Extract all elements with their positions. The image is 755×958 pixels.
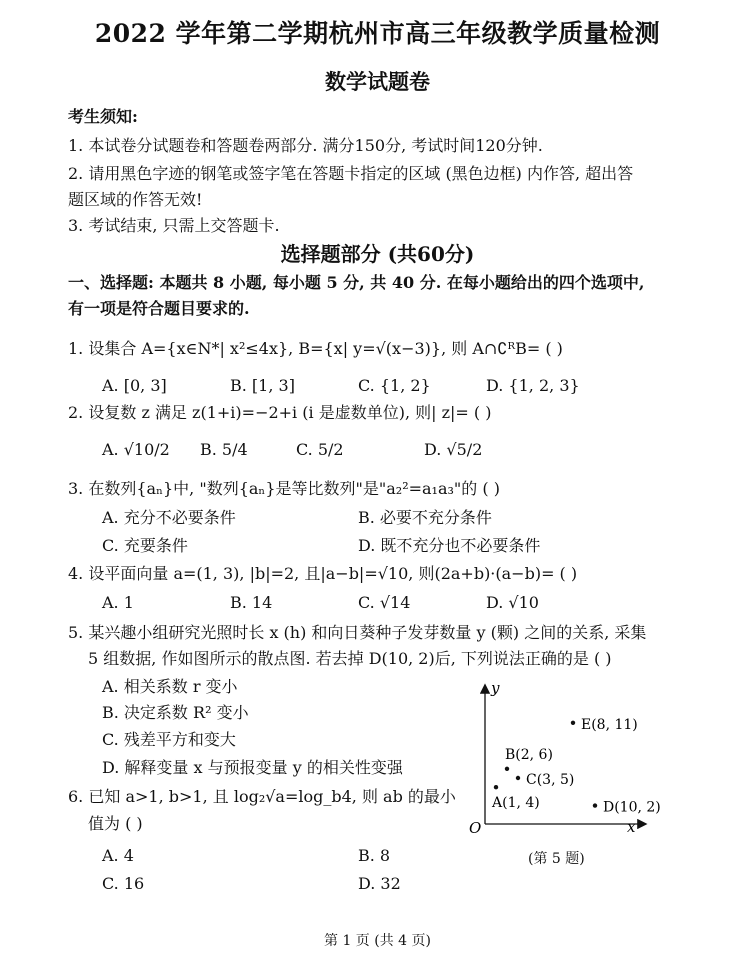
- question-5-line-2: 5 组数据, 作如图所示的散点图. 若去掉 D(10, 2)后, 下列说法正确的是 ( ): [88, 649, 612, 668]
- scatter-point-label: A(1, 4): [492, 795, 540, 812]
- scatter-point: [505, 767, 509, 771]
- notice-item-2: 2. 请用黑色字迹的钢笔或签字笔在答题卡指定的区域 (黑色边框) 内作答, 超出答: [68, 164, 634, 183]
- q5-option-d: D. 解释变量 x 与预报变量 y 的相关性变强: [102, 758, 403, 777]
- question-2: 2. 设复数 z 满足 z(1+i)=−2+i (i 是虚数单位), 则| z|= ( ): [68, 403, 492, 422]
- section-intro-2: 有一项是符合题目要求的.: [68, 299, 250, 318]
- q6-option-d: D. 32: [358, 874, 401, 893]
- q2-option-c: C. 5/2: [296, 440, 344, 459]
- scatter-point: [571, 721, 575, 725]
- section-intro-1: 一、选择题: 本题共 8 小题, 每小题 5 分, 共 40 分. 在每小题给出的四个选项中,: [68, 273, 645, 292]
- q2-option-d: D. √5/2: [424, 440, 483, 459]
- origin-label: O: [469, 819, 482, 837]
- q6-option-a: A. 4: [102, 846, 134, 865]
- q5-option-b: B. 决定系数 R² 变小: [102, 703, 249, 722]
- q4-option-b: B. 14: [230, 593, 273, 612]
- question-3: 3. 在数列{aₙ}中, "数列{aₙ}是等比数列"是"a₂²=a₁a₃"的 ( ): [68, 479, 500, 498]
- notice-item-2-cont: 题区域的作答无效!: [68, 190, 203, 209]
- q5-option-c: C. 残差平方和变大: [102, 730, 236, 749]
- q4-option-d: D. √10: [486, 593, 539, 612]
- q3-option-a: A. 充分不必要条件: [102, 508, 236, 527]
- notice-item-3: 3. 考试结束, 只需上交答题卡.: [68, 216, 280, 235]
- q3-option-b: B. 必要不充分条件: [358, 508, 492, 527]
- scatter-point: [494, 785, 498, 789]
- q1-option-d: D. {1, 2, 3}: [486, 376, 580, 395]
- question-1: 1. 设集合 A={x∈N*| x²≤4x}, B={x| y=√(x−3)}, 则 A∩∁ᴿB= ( ): [68, 339, 563, 358]
- q1-option-b: B. [1, 3]: [230, 376, 295, 395]
- scatter-points: [491, 717, 661, 816]
- page-footer: 第 1 页 (共 4 页): [324, 933, 431, 949]
- scatter-point-label: D(10, 2): [603, 799, 661, 816]
- scatter-point-label: E(8, 11): [581, 716, 638, 733]
- question-4: 4. 设平面向量 a=(1, 3), |b|=2, 且|a−b|=√10, 则(2a+b)·(a−b)= ( ): [68, 564, 578, 583]
- q2-option-b: B. 5/4: [200, 440, 248, 459]
- question-6-line-2: 值为 ( ): [88, 814, 143, 833]
- q4-option-a: A. 1: [102, 593, 134, 612]
- q1-option-c: C. {1, 2}: [358, 376, 431, 395]
- q6-option-c: C. 16: [102, 874, 145, 893]
- scatter-point-label: B(2, 6): [505, 746, 553, 763]
- q4-option-c: C. √14: [358, 593, 411, 612]
- scatter-point: [516, 776, 520, 780]
- scatter-point-label: C(3, 5): [526, 772, 575, 788]
- question-5-line-1: 5. 某兴趣小组研究光照时长 x (h) 和向日葵种子发芽数量 y (颗) 之间的关系, 采集: [68, 623, 647, 642]
- scatter-point: [593, 803, 597, 807]
- question-6-line-1: 6. 已知 a>1, b>1, 且 log₂√a=log_b4, 则 ab 的最小: [68, 787, 456, 806]
- axis-x-label: x: [627, 818, 636, 836]
- notice-item-1: 1. 本试卷分试题卷和答题卷两部分. 满分150分, 考试时间120分钟.: [68, 136, 543, 155]
- q3-option-d: D. 既不充分也不必要条件: [358, 536, 541, 555]
- q3-option-c: C. 充要条件: [102, 536, 188, 555]
- q1-option-a: A. [0, 3]: [102, 376, 167, 395]
- page-title: 2022 学年第二学期杭州市高三年级教学质量检测: [94, 19, 661, 48]
- page-subtitle: 数学试题卷: [325, 69, 430, 94]
- q6-option-b: B. 8: [358, 846, 391, 865]
- figure-caption: (第 5 题): [528, 851, 585, 867]
- section-title: 选择题部分 (共60分): [280, 242, 475, 266]
- notice-heading: 考生须知:: [68, 107, 138, 126]
- q5-option-a: A. 相关系数 r 变小: [102, 677, 238, 696]
- q2-option-a: A. √10/2: [102, 440, 170, 459]
- axis-y-label: y: [491, 679, 500, 697]
- scatter-figure: [455, 676, 661, 866]
